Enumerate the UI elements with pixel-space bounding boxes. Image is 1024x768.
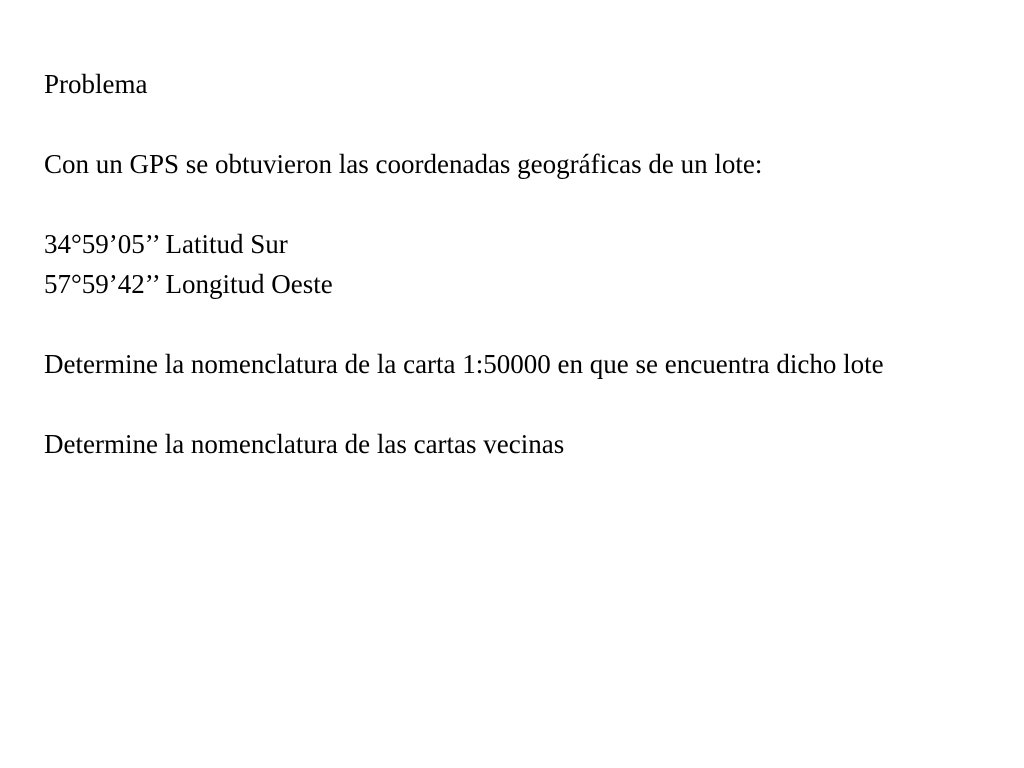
question-neighbor-sheets: Determine la nomenclatura de las cartas vecinas xyxy=(44,429,565,459)
question-map-sheet: Determine la nomenclatura de la carta 1:50000 en que se encuentra dicho lote xyxy=(44,349,884,379)
spacer xyxy=(44,104,1007,144)
latitude-coordinate: 34°59’05’’ Latitud Sur xyxy=(44,229,288,259)
spacer xyxy=(44,384,1007,424)
spacer xyxy=(44,184,1007,224)
problem-heading: Problema xyxy=(44,69,148,99)
problem-text-block xyxy=(44,64,1007,464)
spacer xyxy=(44,304,1007,344)
problem-intro: Con un GPS se obtuvieron las coordenadas geográficas de un lote: xyxy=(44,149,763,179)
longitude-coordinate: 57°59’42’’ Longitud Oeste xyxy=(44,269,333,299)
